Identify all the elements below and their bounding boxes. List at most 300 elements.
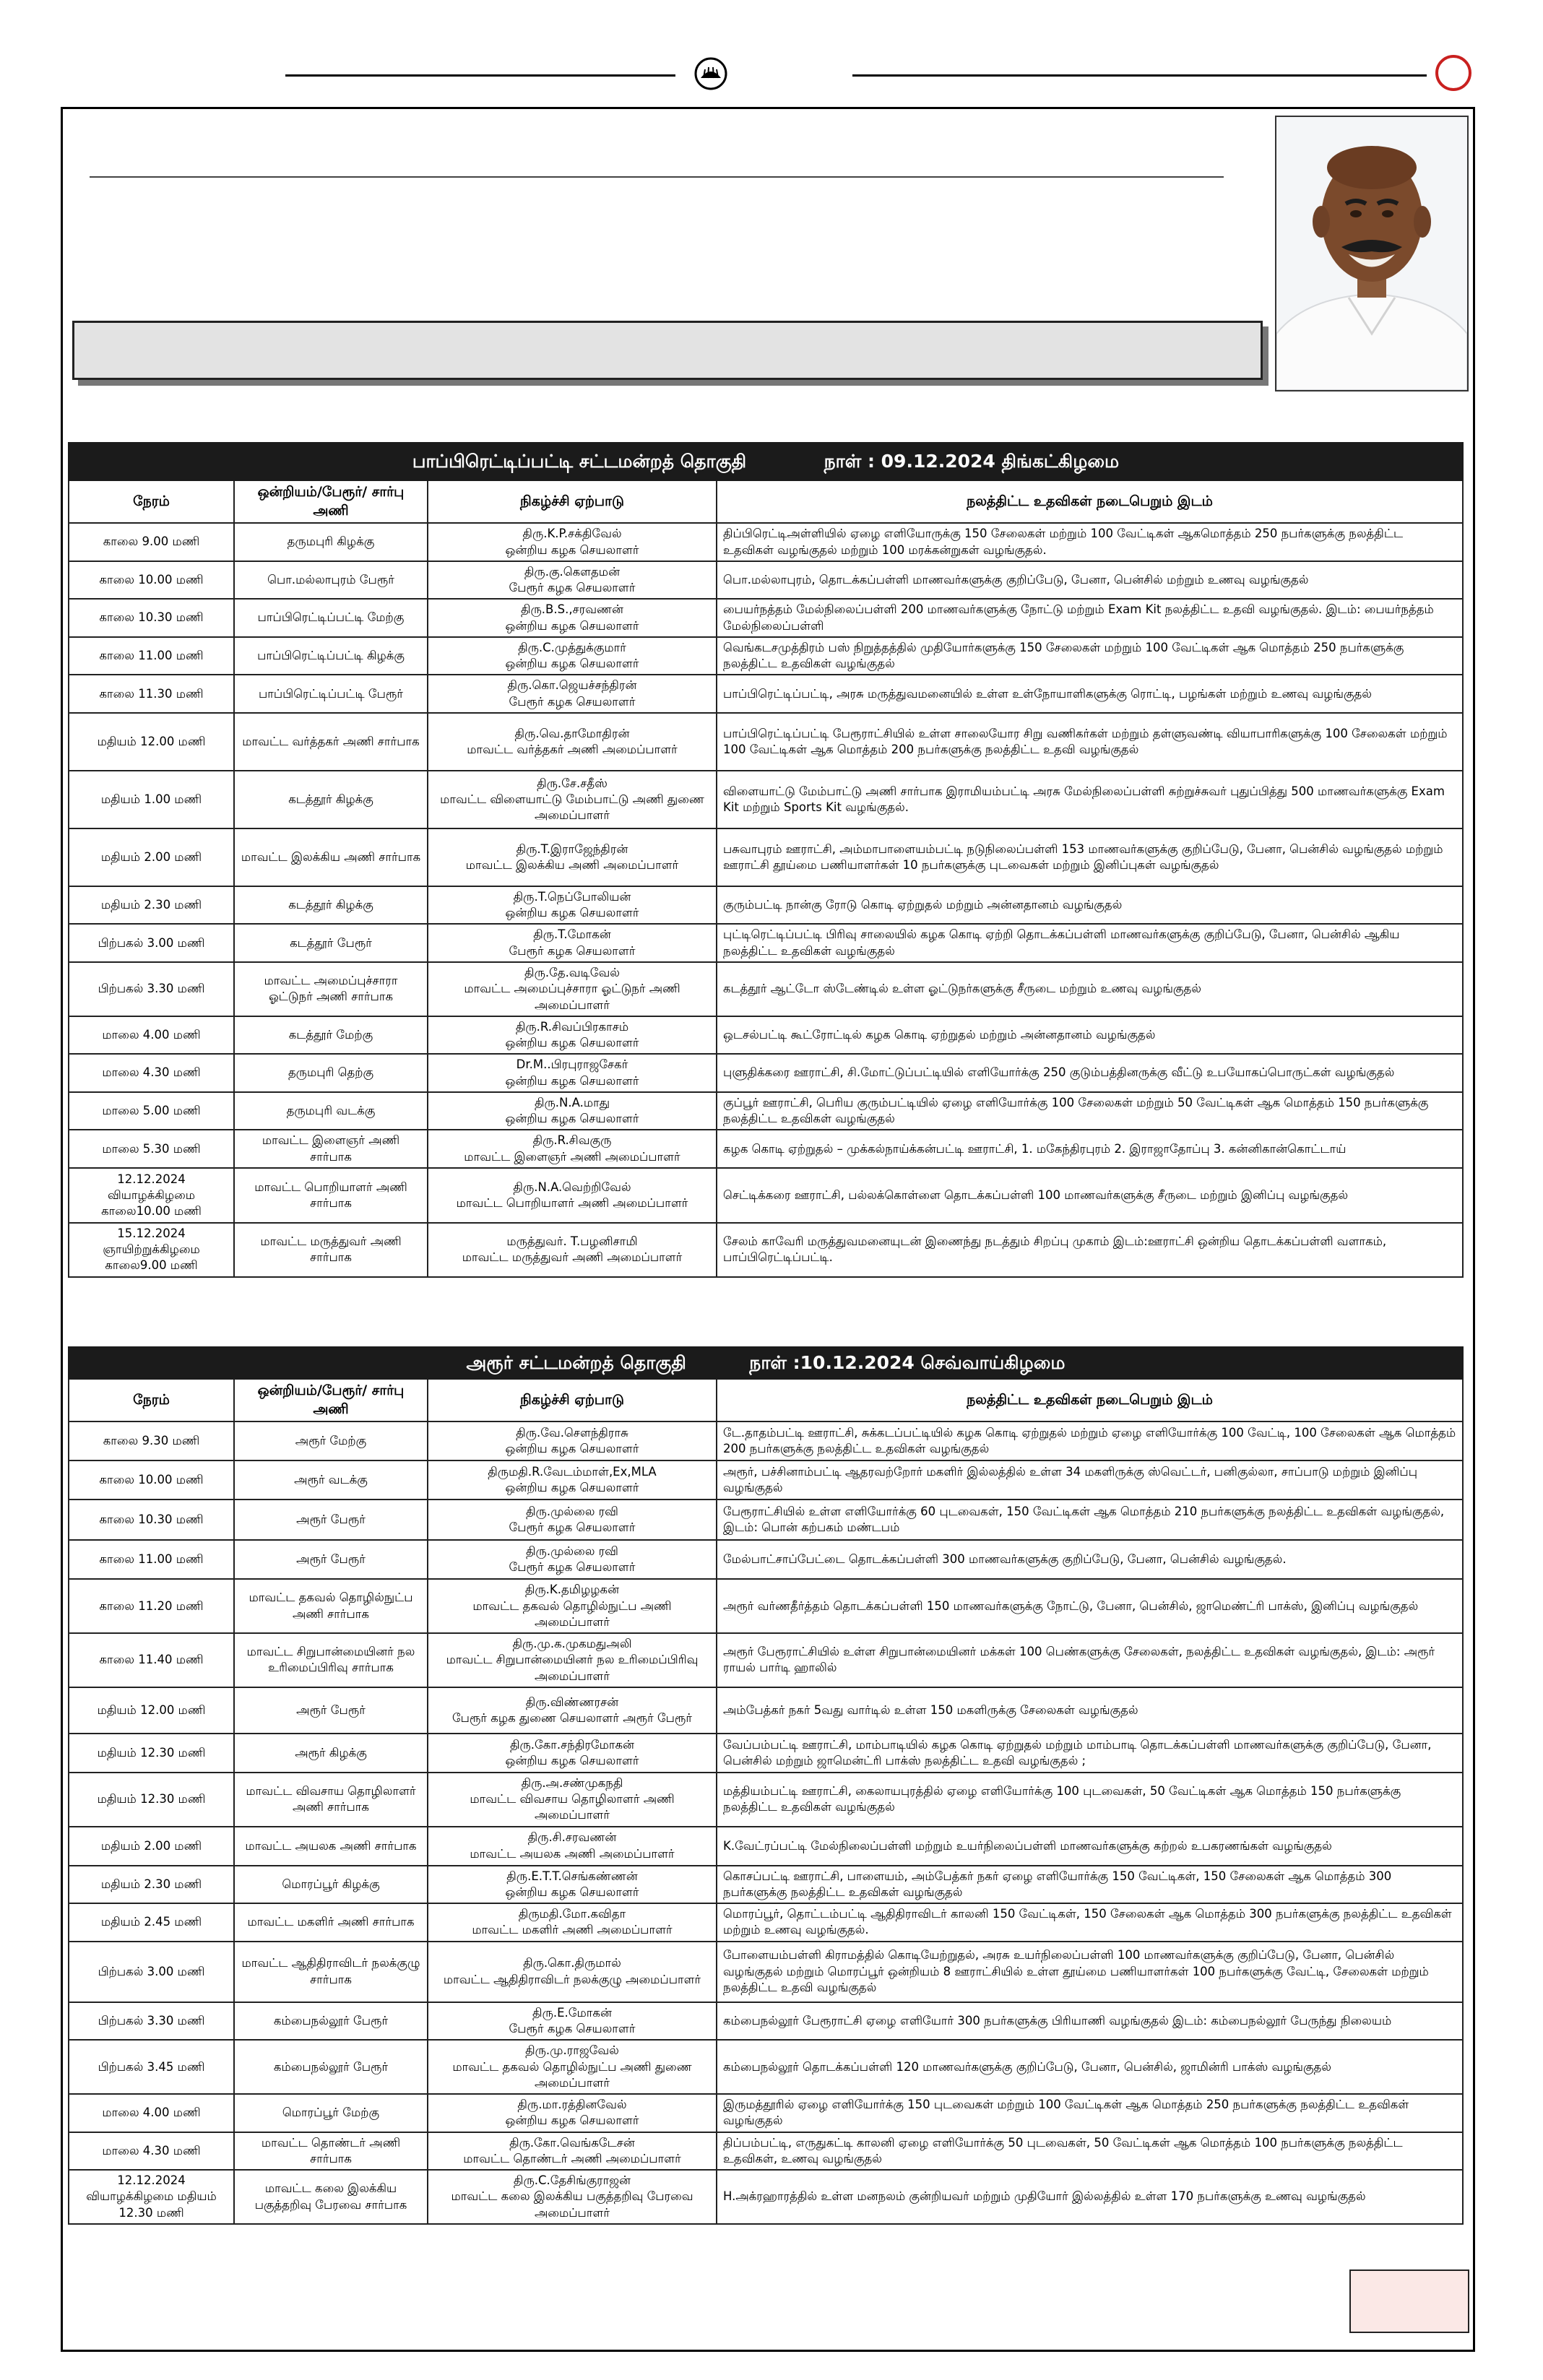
unit-cell <box>234 1903 428 1942</box>
organiser-name: திரு.கொ.திருமால் <box>523 1956 621 1970</box>
time-text: மதியம் 2.00 மணி <box>100 1838 202 1853</box>
table-row <box>69 713 1463 771</box>
organiser-name: திரு.K.தமிழழகன் <box>524 1583 620 1597</box>
organiser-name: திரு.சி.சரவணன் <box>527 1830 617 1845</box>
unit-text: அரூர் பேரூர் <box>296 1552 366 1567</box>
venue-text: கம்பைநல்லூர் பேரூராட்சி ஏழை எளியோர் 300 நபர்களுக்கு பிரியாணி வழங்குதல் இடம்: கம்பைநல்லூர் பேருந்து நிலையம் <box>723 2013 1392 2028</box>
unit-text: பாப்பிரெட்டிப்பட்டி கிழக்கு <box>257 649 405 662</box>
organiser-cell <box>428 1130 717 1168</box>
organiser-name: திரு.முல்லை ரவி <box>526 1544 618 1559</box>
table-row <box>69 561 1463 600</box>
organiser-role: ஒன்றிய கழக செயலாளர் <box>505 1073 639 1088</box>
unit-cell <box>234 1866 428 1904</box>
time-cell <box>69 2040 234 2094</box>
venue-cell <box>717 523 1463 561</box>
unit-text: தருமபுரி கிழக்கு <box>287 535 375 549</box>
organiser-name: திரு.B.S.,சரவணன் <box>520 602 624 617</box>
organiser-role: பேரூர் கழக செயலாளர் <box>509 581 636 595</box>
organiser-cell <box>428 1168 717 1223</box>
time-text: காலை 11.40 மணி <box>99 1653 204 1667</box>
venue-text: பேரூராட்சியில் உள்ள எளியோர்க்கு 60 புடவைகள், 150 வேட்டிகள் ஆக மொத்தம் 210 நபர்களுக்கு நலத்திட்ட உதவிகள் வழங்குதல், இடம்: பொன் கற்பகம் மண்டபம் <box>723 1505 1445 1535</box>
time-text: பிற்பகல் 3.30 மணி <box>98 982 205 996</box>
unit-text: மொரப்பூர் கிழக்கு <box>282 1877 380 1891</box>
unit-text: மாவட்ட மருத்துவர் அணி சார்பாக <box>260 1234 402 1265</box>
col-header-organiser: நிகழ்ச்சி ஏற்பாடு <box>428 480 717 523</box>
unit-cell <box>234 924 428 962</box>
venue-text: ஒடசல்பட்டி கூட்ரோட்டில் கழக கொடி ஏற்றுதல் மற்றும் அன்னதானம் வழங்குதல் <box>723 1027 1156 1042</box>
time-cell <box>69 1130 234 1168</box>
venue-text: H.அக்ரஹாரத்தில் உள்ள மனநலம் குன்றியவர் மற்றும் முதியோர் இல்லத்தில் உள்ள 170 நபர்களுக்கு உணவு வழங்குதல் <box>723 2189 1366 2204</box>
col-header-time: நேரம் <box>69 1379 234 1421</box>
organiser-cell <box>428 1540 717 1579</box>
time-text: காலை 11.00 மணி <box>99 649 204 662</box>
col-header-unit: ஒன்றியம்/பேரூர்/ சார்பு அணி <box>234 480 428 523</box>
venue-text: வேப்பம்பட்டி ஊராட்சி, மாம்பாடியில் கழக கொடி ஏற்றுதல் மற்றும் மாம்பாடி தொடக்கப்பள்ளி மாணவர்களுக்கு குறிப்பேடு, பேனா, பென்சில் மற்றும் ஜாமென்ட்ரி பாக்ஸ் நலத்திட்ட உதவி வழங்குதல் ; <box>723 1737 1432 1767</box>
table-row <box>69 1579 1463 1633</box>
venue-cell <box>717 561 1463 600</box>
section-title-bar <box>69 1347 1463 1379</box>
organiser-name: திரு.அ.சண்முகநதி <box>521 1775 623 1790</box>
unit-text: கடத்தூர் பேரூர் <box>290 935 372 950</box>
organiser-role: பேரூர் கழக செயலாளர் <box>509 1560 636 1575</box>
venue-cell <box>717 1130 1463 1168</box>
organiser-role: ஒன்றிய கழக செயலாளர் <box>505 618 639 633</box>
venue-text: புளுதிக்கரை ஊராட்சி, சி.மோட்டுப்பட்டியில் எளியோர்க்கு 250 குடும்பத்தினருக்கு வீட்டு உபயோகப்பொருட்கள் வழங்குதல் <box>723 1065 1395 1080</box>
constituency-title: அரூர் சட்டமன்றத் தொகுதி <box>466 1352 686 1374</box>
unit-cell <box>234 1421 428 1461</box>
unit-cell <box>234 1633 428 1687</box>
organiser-role: ஒன்றிய கழக செயலாளர் <box>505 542 639 557</box>
venue-text: பொ.மல்லாபுரம், தொடக்கப்பள்ளி மாணவர்களுக்கு குறிப்பேடு, பேனா, பென்சில் மற்றும் உணவு வழங்குதல் <box>723 572 1309 587</box>
table-row <box>69 1903 1463 1942</box>
venue-cell <box>717 1054 1463 1092</box>
organiser-role: ஒன்றிய கழக செயலாளர் <box>505 1481 639 1495</box>
time-text: மாலை 4.00 மணி <box>102 2106 201 2120</box>
venue-text: பையர்நத்தம் மேல்நிலைப்பள்ளி 200 மாணவர்களுக்கு நோட்டு மற்றும் Exam Kit நலத்திட்ட உதவி வழங்குதல். இடம்: பையர்நத்தம் மேல்நிலைப்பள்ளி <box>723 602 1434 633</box>
unit-text: மொரப்பூர் மேற்கு <box>282 2106 380 2120</box>
time-text: மதியம் 2.30 மணி <box>100 898 202 912</box>
time-cell <box>69 1866 234 1904</box>
organiser-role: மாவட்ட மகளிர் அணி அமைப்பாளர் <box>472 1923 673 1937</box>
venue-text: செட்டிக்கரை ஊராட்சி, பல்லக்கொள்ளை தொடக்கப்பள்ளி 100 மாணவர்களுக்கு சீருடை மற்றும் இனிப்பு வழங்குதல் <box>723 1187 1349 1202</box>
organiser-role: மாவட்ட தகவல் தொழில்நுட்ப அணி துணை அமைப்பாளர் <box>452 2059 692 2090</box>
venue-cell <box>717 2170 1463 2224</box>
time-cell <box>69 1540 234 1579</box>
organiser-role: மாவட்ட மருத்துவர் அணி அமைப்பாளர் <box>462 1250 683 1265</box>
organiser-cell <box>428 2094 717 2132</box>
table-row <box>69 2132 1463 2171</box>
organiser-cell <box>428 1223 717 1277</box>
unit-cell <box>234 1942 428 2002</box>
venue-text: புட்டிரெட்டிப்பட்டி பிரிவு சாலையில் கழக கொடி ஏற்றி தொடக்கப்பள்ளி மாணவர்களுக்கு குறிப்பேடு, பேனா, பென்சில் ஆகிய நலத்திட்ட உதவிகள் வழங்குதல் <box>723 927 1400 958</box>
organiser-name: திரு.N.A.மாது <box>534 1095 610 1109</box>
organiser-role: ஒன்றிய கழக செயலாளர் <box>505 657 639 671</box>
unit-text: கம்பைநல்லூர் பேரூர் <box>273 2013 389 2028</box>
venue-cell <box>717 1633 1463 1687</box>
organiser-cell <box>428 924 717 962</box>
venue-cell <box>717 1540 1463 1579</box>
organiser-role: மாவட்ட விவசாய தொழிலாளர் அணி அமைப்பாளர் <box>470 1792 675 1822</box>
unit-cell <box>234 1054 428 1092</box>
time-text: 15.12.2024 ஞாயிற்றுக்கிழமை காலை9.00 மணி <box>103 1226 200 1273</box>
time-cell <box>69 1903 234 1942</box>
venue-text: K.வேட்ரப்பட்டி மேல்நிலைப்பள்ளி மற்றும் உயர்நிலைப்பள்ளி மாணவர்களுக்கு கற்றல் உபகரணங்கள் வழங்குதல் <box>723 1838 1332 1853</box>
organiser-role: மாவட்ட கலை இலக்கிய பகுத்தறிவு பேரவை அமைப்பாளர் <box>451 2189 693 2220</box>
organiser-role: பேரூர் கழக செயலாளர் <box>509 2022 636 2035</box>
time-text: மதியம் 12.30 மணி <box>97 1792 206 1806</box>
venue-cell <box>717 599 1463 637</box>
unit-cell <box>234 962 428 1016</box>
table-row <box>69 637 1463 675</box>
organiser-name: திரு.T.இராஜேந்திரன் <box>516 841 628 856</box>
col-header-organiser: நிகழ்ச்சி ஏற்பாடு <box>428 1379 717 1421</box>
time-cell <box>69 1092 234 1130</box>
col-header-time: நேரம் <box>69 480 234 523</box>
unit-text: மாவட்ட பொறியாளர் அணி சார்பாக <box>254 1180 407 1210</box>
organiser-role: பேரூர் கழக துணை செயலாளர் அரூர் பேரூர் <box>451 1710 693 1725</box>
venue-cell <box>717 1579 1463 1633</box>
unit-cell <box>234 1734 428 1773</box>
venue-text: கொசப்பட்டி ஊராட்சி, பாளையம், அம்பேத்கர் நகர் ஏழை எளியோர்க்கு 150 வேட்டிகள், 150 சேலைகள் ஆக மொத்தம் 300 நபர்களுக்கு நலத்திட்ட உதவிகள் வழங்குதல் <box>723 1869 1392 1899</box>
time-cell <box>69 1421 234 1461</box>
table-row <box>69 2094 1463 2132</box>
venue-cell <box>717 1942 1463 2002</box>
event-date: நாள் : 09.12.2024 திங்கட்கிழமை <box>824 451 1120 472</box>
col-header-venue: நலத்திட்ட உதவிகள் நடைபெறும் இடம் <box>717 480 1463 523</box>
time-text: மதியம் 2.00 மணி <box>100 849 202 864</box>
table-row <box>69 1773 1463 1827</box>
venue-text: அரூர் பேரூராட்சியில் உள்ள சிறுபான்மையினர் மக்கள் 100 பெண்களுக்கு சேலைகள், நலத்திட்ட உதவிகள் வழங்குதல், இடம்: அரூர் ராயல் பார்டி ஹாலில் <box>723 1645 1435 1675</box>
time-cell <box>69 1168 234 1223</box>
unit-cell <box>234 523 428 561</box>
organiser-role: பேரூர் கழக செயலாளர் <box>509 943 636 958</box>
organiser-name: திருமதி.மோ.கவிதா <box>518 1907 626 1921</box>
time-cell <box>69 1500 234 1540</box>
venue-cell <box>717 962 1463 1016</box>
table-row <box>69 1168 1463 1223</box>
note-box <box>1349 2269 1469 2333</box>
unit-cell <box>234 2040 428 2094</box>
venue-text: விளையாட்டு மேம்பாட்டு அணி சார்பாக இராமியம்பட்டி அரசு மேல்நிலைப்பள்ளி சுற்றுச்சுவர் புதுப்பித்து 500 மாணவர்களுக்கு Exam Kit மற்றும் Sports Kit வழங்குதல். <box>723 784 1445 814</box>
venue-cell <box>717 828 1463 886</box>
time-text: காலை 10.00 மணி <box>99 1473 204 1487</box>
time-cell <box>69 886 234 925</box>
venue-cell <box>717 2040 1463 2094</box>
unit-text: கடத்தூர் மேற்கு <box>288 1027 373 1042</box>
organiser-role: பேரூர் கழக செயலாளர் <box>509 1520 636 1535</box>
time-text: காலை 10.30 மணி <box>99 1513 204 1527</box>
unit-cell <box>234 637 428 675</box>
unit-text: கம்பைநல்லூர் பேரூர் <box>273 2059 389 2074</box>
venue-cell <box>717 675 1463 713</box>
time-cell <box>69 771 234 828</box>
unit-text: மாவட்ட அயலக அணி சார்பாக <box>245 1838 417 1853</box>
venue-text: டே.தாதம்பட்டி ஊராட்சி, சுக்கடப்பட்டியில் கழக கொடி ஏற்றுதல் மற்றும் ஏழை எளியோர்க்கு 100 வேட்டி, 100 சேலைகள் ஆக மொத்தம் 200 நபர்களுக்கு நலத்திட்ட உதவிகள் வழங்குதல் <box>723 1426 1456 1456</box>
venue-text: அரூர், பச்சினாம்பட்டி ஆதரவற்றோர் மகளிர் இல்லத்தில் உள்ள 34 மகளிருக்கு ஸ்வெட்டர், பனிகுல்லா, சாப்பாடு மற்றும் இனிப்பு வழங்குதல் <box>723 1465 1417 1495</box>
venue-cell <box>717 1734 1463 1773</box>
leader-portrait <box>1275 116 1469 391</box>
venue-text: அம்பேத்கர் நகர் 5வது வார்டில் உள்ள 150 மகளிருக்கு சேலைகள் வழங்குதல் <box>723 1702 1138 1717</box>
section-title-bar <box>69 443 1463 480</box>
organiser-name: திரு.மு.க.முகமதுஅலி <box>512 1637 632 1651</box>
organiser-cell <box>428 2040 717 2094</box>
venue-text: கடத்தூர் ஆட்டோ ஸ்டேண்டில் உள்ள ஓட்டுநர்களுக்கு சீருடை மற்றும் உணவு வழங்குதல் <box>723 982 1201 996</box>
organiser-role: ஒன்றிய கழக செயலாளர் <box>505 906 639 920</box>
time-text: மதியம் 2.30 மணி <box>100 1877 202 1891</box>
time-cell <box>69 675 234 713</box>
organiser-role: ஒன்றிய கழக செயலாளர் <box>505 1036 639 1050</box>
time-cell <box>69 828 234 886</box>
organiser-cell <box>428 1687 717 1734</box>
organiser-cell <box>428 599 717 637</box>
venue-cell <box>717 1092 1463 1130</box>
venue-cell <box>717 1687 1463 1734</box>
time-text: மாலை 4.00 மணி <box>102 1027 201 1042</box>
table-row <box>69 2002 1463 2041</box>
organiser-cell <box>428 1734 717 1773</box>
time-cell <box>69 1579 234 1633</box>
time-text: பிற்பகல் 3.00 மணி <box>98 935 205 950</box>
unit-cell <box>234 713 428 771</box>
unit-text: தருமபுரி தெற்கு <box>288 1065 374 1080</box>
table-header-row <box>69 480 1463 523</box>
organiser-cell <box>428 1016 717 1055</box>
time-text: 12.12.2024 வியாழக்கிழமை காலை10.00 மணி <box>101 1172 202 1219</box>
venue-text: கம்பைநல்லூர் தொடக்கப்பள்ளி 120 மாணவர்களுக்கு குறிப்பேடு, பேனா, பென்சில், ஜாமின்ரி பாக்ஸ் வழங்குதல் <box>723 2059 1331 2074</box>
venue-text: மேல்பாட்சாப்பேட்டை தொடக்கப்பள்ளி 300 மாணவர்களுக்கு குறிப்பேடு, பேனா, பென்சில் வழங்குதல். <box>723 1552 1287 1567</box>
unit-text: கடத்தூர் கிழக்கு <box>288 792 373 806</box>
unit-cell <box>234 675 428 713</box>
unit-cell <box>234 1461 428 1500</box>
venue-text: பாப்பிரெட்டிப்பட்டி, அரசு மருத்துவமனையில் உள்ள உள்நோயாளிகளுக்கு ரொட்டி, பழங்கள் மற்றும் உணவு வழங்குதல் <box>723 686 1373 701</box>
header-rule-left <box>285 74 675 77</box>
table-row <box>69 1223 1463 1277</box>
organiser-name: திரு.கோ.வெங்கடேசன் <box>509 2135 635 2150</box>
time-text: 12.12.2024 வியாழக்கிழமை மதியம் 12.30 மணி <box>86 2173 217 2220</box>
organiser-cell <box>428 771 717 828</box>
venue-text: குரும்பட்டி நான்கு ரோடு கொடி ஏற்றுதல் மற்றும் அன்னதானம் வழங்குதல் <box>723 898 1123 912</box>
unit-cell <box>234 1579 428 1633</box>
organiser-role: பேரூர் கழக செயலாளர் <box>509 694 636 709</box>
unit-cell <box>234 1168 428 1223</box>
unit-text: மாவட்ட ஆதிதிராவிடர் நலக்குழு சார்பாக <box>241 1956 420 1986</box>
venue-cell <box>717 1461 1463 1500</box>
organiser-cell <box>428 1866 717 1904</box>
time-cell <box>69 561 234 600</box>
organiser-role: மாவட்ட இளைஞர் அணி அமைப்பாளர் <box>464 1149 680 1164</box>
organiser-name: திரு.கோ.சந்திரமோகன் <box>509 1737 635 1752</box>
unit-text: அரூர் வடக்கு <box>294 1473 368 1487</box>
time-text: பிற்பகல் 3.45 மணி <box>98 2059 205 2074</box>
unit-cell <box>234 599 428 637</box>
time-text: காலை 10.30 மணி <box>99 610 204 625</box>
organiser-cell <box>428 1942 717 2002</box>
organiser-cell <box>428 1773 717 1827</box>
time-text: பிற்பகல் 3.00 மணி <box>98 1964 205 1978</box>
organiser-name: திரு.R.சிவப்பிரகாசம் <box>515 1019 629 1034</box>
time-text: காலை 11.20 மணி <box>99 1598 204 1613</box>
venue-cell <box>717 771 1463 828</box>
organiser-name: திரு.தே.வடிவேல் <box>524 966 620 979</box>
table-row <box>69 599 1463 637</box>
time-cell <box>69 1942 234 2002</box>
organiser-cell <box>428 1421 717 1461</box>
organiser-role: ஒன்றிய கழக செயலாளர் <box>505 2113 639 2128</box>
unit-cell <box>234 1016 428 1055</box>
table-row <box>69 1866 1463 1904</box>
organiser-name: திரு.முல்லை ரவி <box>526 1505 618 1519</box>
circle-icon <box>1435 55 1471 91</box>
organiser-name: திரு.R.சிவகுரு <box>532 1133 612 1148</box>
time-text: மதியம் 1.00 மணி <box>100 792 202 806</box>
venue-cell <box>717 886 1463 925</box>
table-row <box>69 1687 1463 1734</box>
organiser-name: Dr.M..பிரபுராஜசேகர் <box>516 1057 628 1072</box>
organiser-role: ஒன்றிய கழக செயலாளர் <box>505 1753 639 1767</box>
organiser-name: திரு.C.முத்துக்குமார் <box>518 640 626 654</box>
organiser-name: மருத்துவர். T.பழனிசாமி <box>506 1234 638 1249</box>
time-cell <box>69 637 234 675</box>
unit-text: மாவட்ட தொண்டர் அணி சார்பாக <box>261 2135 401 2165</box>
organiser-cell <box>428 713 717 771</box>
organiser-role: மாவட்ட அயலக அணி அமைப்பாளர் <box>470 1846 675 1861</box>
time-text: மதியம் 12.00 மணி <box>97 734 206 748</box>
organiser-cell <box>428 2170 717 2224</box>
table-row <box>69 1734 1463 1773</box>
unit-text: மாவட்ட கலை இலக்கிய பகுத்தறிவு பேரவை சார்பாக <box>254 2181 407 2212</box>
unit-text: மாவட்ட சிறுபான்மையினர் நல உரிமைப்பிரிவு சார்பாக <box>246 1645 415 1675</box>
venue-text: போளையம்பள்ளி கிராமத்தில் கொடியேற்றுதல், அரசு உயர்நிலைப்பள்ளி 100 மாணவர்களுக்கு குறிப்பேடு, பேனா, பென்சில் வழங்குதல் மற்றும் மொரப்பூர் ஒன்றியம் 8 ஊராட்சியில் உள்ள தூய்மை பணியாளர்கள் 100 நபர்களுக்கு வேட்டி, சேலைகள் மற்றும் நலத்திட்ட உதவி வழங்குதல் <box>723 1948 1429 1994</box>
time-text: பிற்பகல் 3.30 மணி <box>98 2013 205 2028</box>
unit-cell <box>234 1827 428 1866</box>
venue-text: வெங்கடசமுத்திரம் பஸ் நிறுத்தத்தில் முதியோர்களுக்கு 150 சேலைகள் மற்றும் 100 வேட்டிகள் ஆக மொத்தம் 250 நபர்களுக்கு நலத்திட்ட உதவிகள் வழங்குதல் <box>723 640 1404 671</box>
venue-text: இருமத்தூரில் ஏழை எளியோர்க்கு 150 புடவைகள் மற்றும் 100 வேட்டிகள் ஆக மொத்தம் 250 நபர்களுக்கு நலத்திட்ட உதவிகள் வழங்குதல் <box>723 2098 1409 2128</box>
unit-cell <box>234 2132 428 2171</box>
time-cell <box>69 713 234 771</box>
unit-text: மாவட்ட விவசாய தொழிலாளர் அணி சார்பாக <box>246 1784 416 1814</box>
organiser-name: திருமதி.R.வேடம்மாள்,Ex,MLA <box>488 1465 657 1479</box>
organiser-cell <box>428 1461 717 1500</box>
time-text: மாலை 4.30 மணி <box>102 2143 201 2158</box>
organiser-cell <box>428 2132 717 2171</box>
organiser-name: திரு.K.P.சக்திவேல் <box>522 527 622 541</box>
time-text: காலை 9.00 மணி <box>103 535 200 549</box>
organiser-role: மாவட்ட விளையாட்டு மேம்பாட்டு அணி துணை அமைப்பாளர் <box>440 792 704 823</box>
organiser-cell <box>428 828 717 886</box>
time-cell <box>69 523 234 561</box>
schedule-table-pappireddipatti <box>68 442 1464 1278</box>
unit-text: அரூர் மேற்கு <box>295 1434 367 1448</box>
organiser-name: திரு.சே.சதீஸ் <box>537 776 608 790</box>
time-cell <box>69 599 234 637</box>
venue-cell <box>717 1016 1463 1055</box>
time-cell <box>69 1633 234 1687</box>
organiser-name: திரு.E.T.T.செங்கண்ணன் <box>506 1869 638 1883</box>
time-cell <box>69 1827 234 1866</box>
unit-cell <box>234 828 428 886</box>
venue-text: மொரப்பூர், தொட்டம்பட்டி ஆதிதிராவிடர் காலனி 150 வேட்டிகள், 150 சேலைகள் ஆக மொத்தம் 300 நபர்களுக்கு நலத்திட்ட உதவிகள் மற்றும் உணவு வழங்குதல். <box>723 1907 1452 1937</box>
time-text: காலை 11.30 மணி <box>99 686 204 701</box>
time-text: மதியம் 12.00 மணி <box>97 1702 206 1717</box>
organiser-role: மாவட்ட சிறுபான்மையினர் நல உரிமைப்பிரிவு அமைப்பாளர் <box>446 1653 699 1683</box>
time-text: மாலை 5.30 மணி <box>102 1141 201 1156</box>
unit-cell <box>234 1687 428 1734</box>
table-row <box>69 2040 1463 2094</box>
organiser-role: மாவட்ட ஆதிதிராவிடர் நலக்குழு அமைப்பாளர் <box>443 1972 701 1986</box>
organiser-name: திரு.C.தேசிங்குராஜன் <box>513 2173 631 2188</box>
venue-cell <box>717 1903 1463 1942</box>
organiser-name: திரு.T.நெப்போலியன் <box>513 889 631 904</box>
table-row <box>69 771 1463 828</box>
organiser-cell <box>428 2002 717 2041</box>
organiser-role: மாவட்ட இலக்கிய அணி அமைப்பாளர் <box>465 857 679 872</box>
organiser-cell <box>428 886 717 925</box>
col-header-unit: ஒன்றியம்/பேரூர்/ சார்பு அணி <box>234 1379 428 1421</box>
time-text: மாலை 5.00 மணி <box>102 1103 201 1117</box>
organiser-name: திரு.N.A.வெற்றிவேல் <box>513 1180 631 1194</box>
organiser-cell <box>428 1092 717 1130</box>
unit-text: கடத்தூர் கிழக்கு <box>288 898 373 912</box>
unit-text: அரூர் கிழக்கு <box>295 1745 367 1760</box>
unit-cell <box>234 1773 428 1827</box>
organiser-name: திரு.மா.ரத்தினவேல் <box>517 2098 627 2112</box>
time-cell <box>69 1734 234 1773</box>
venue-text: குப்பூர் ஊராட்சி, பெரிய குரும்பட்டியில் ஏழை எளியோர்க்கு 100 சேலைகள் மற்றும் 50 வேட்டிகள் ஆக மொத்தம் 150 நபர்களுக்கு நலத்திட்ட உதவிகள் வழங்குதல் <box>723 1095 1429 1126</box>
header-rule-right <box>852 74 1427 77</box>
venue-text: மத்தியம்பட்டி ஊராட்சி, கைலாயபுரத்தில் ஏழை எளியோர்க்கு 100 புடவைகள், 50 வேட்டிகள் ஆக மொத்தம் 150 நபர்களுக்கு நலத்திட்ட உதவிகள் வழங்குதல் <box>723 1784 1401 1814</box>
time-cell <box>69 1687 234 1734</box>
table-row <box>69 1016 1463 1055</box>
venue-cell <box>717 2094 1463 2132</box>
organiser-cell <box>428 561 717 600</box>
venue-text: சேலம் காவேரி மருத்துவமனையுடன் இணைந்து நடத்தும் சிறப்பு முகாம் இடம்:ஊராட்சி ஒன்றிய தொடக்கப்பள்ளி வளாகம், பாப்பிரெட்டிப்பட்டி. <box>723 1234 1387 1265</box>
venue-cell <box>717 924 1463 962</box>
organiser-cell <box>428 1827 717 1866</box>
organiser-role: மாவட்ட தகவல் தொழில்நுட்ப அணி அமைப்பாளர் <box>472 1598 672 1629</box>
unit-cell <box>234 2094 428 2132</box>
table-row <box>69 1130 1463 1168</box>
unit-text: பாப்பிரெட்டிப்பட்டி மேற்கு <box>257 610 405 625</box>
organiser-role: ஒன்றிய கழக செயலாளர் <box>505 1112 639 1126</box>
organiser-cell <box>428 1054 717 1092</box>
organiser-name: திரு.விண்ணரசன் <box>525 1695 619 1709</box>
organiser-cell <box>428 675 717 713</box>
venue-cell <box>717 1500 1463 1540</box>
organiser-name: திரு.வே.சௌந்திராசு <box>516 1426 628 1440</box>
table-row <box>69 1942 1463 2002</box>
unit-cell <box>234 1540 428 1579</box>
unit-text: பொ.மல்லாபுரம் பேரூர் <box>267 572 394 587</box>
organiser-cell <box>428 523 717 561</box>
table-row <box>69 2170 1463 2224</box>
time-cell <box>69 1054 234 1092</box>
unit-text: அரூர் பேரூர் <box>296 1702 366 1717</box>
venue-text: திப்பம்பட்டி, எருதுகட்டி காலனி ஏழை எளியோர்க்கு 50 புடவைகள், 50 வேட்டிகள் ஆக மொத்தம் 100 நபர்களுக்கு நலத்திட்ட உதவிகள், உணவு வழங்குதல் <box>723 2135 1403 2165</box>
unit-text: மாவட்ட இளைஞர் அணி சார்பாக <box>262 1133 400 1164</box>
unit-cell <box>234 2002 428 2041</box>
organiser-name: திரு.E.மோகன் <box>532 2005 612 2020</box>
unit-text: தருமபுரி வடக்கு <box>286 1103 376 1117</box>
venue-cell <box>717 2002 1463 2041</box>
unit-cell <box>234 1223 428 1277</box>
venue-text: அரூர் வர்ணதீர்த்தம் தொடக்கப்பள்ளி 150 மாணவர்களுக்கு நோட்டு, பேனா, பென்சில், ஜாமெண்ட்ரி பாக்ஸ், இனிப்பு வழங்குதல் <box>723 1598 1419 1613</box>
unit-cell <box>234 1092 428 1130</box>
unit-cell <box>234 2170 428 2224</box>
organiser-cell <box>428 1633 717 1687</box>
table-row <box>69 886 1463 925</box>
venue-text: பாப்பிரெட்டிப்பட்டி பேரூராட்சியில் உள்ள சாலையோர சிறு வணிகர்கள் மற்றும் தள்ளுவண்டி வியாபாரிகளுக்கு 100 சேலைகள் மற்றும் 100 வேட்டிகள் ஆக மொத்தம் 200 நபர்களுக்கு நலத்திட்ட உதவி வழங்குதல் <box>723 726 1448 756</box>
organiser-role: ஒன்றிய கழக செயலாளர் <box>505 1442 639 1456</box>
